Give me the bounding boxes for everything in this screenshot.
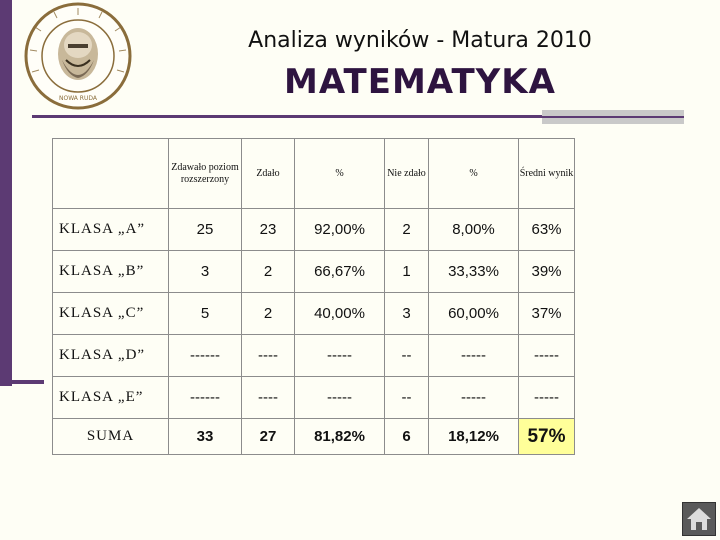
results-table bbox=[52, 138, 575, 455]
sum-percent-fail: 18,12% bbox=[429, 419, 519, 455]
cell-percent-pass: 66,67% bbox=[295, 251, 385, 293]
title-rule bbox=[32, 115, 542, 118]
cell-zdawalo: 25 bbox=[169, 209, 242, 251]
page-title: MATEMATYKA bbox=[284, 62, 556, 102]
header-cell-zdawalo: Zdawało poziom rozszerzony bbox=[169, 139, 242, 209]
sum-zdalo: 27 bbox=[242, 419, 295, 455]
cell-percent-pass: ----- bbox=[295, 335, 385, 377]
sum-nie-zdalo: 6 bbox=[385, 419, 429, 455]
cell-zdalo: 23 bbox=[242, 209, 295, 251]
table-row bbox=[53, 377, 575, 419]
cell-zdalo: ---- bbox=[242, 335, 295, 377]
cell-percent-fail: ----- bbox=[429, 335, 519, 377]
cell-percent-pass: ----- bbox=[295, 377, 385, 419]
home-icon[interactable] bbox=[682, 502, 716, 536]
cell-percent-fail: ----- bbox=[429, 377, 519, 419]
cell-zdawalo: ------ bbox=[169, 377, 242, 419]
row-label: KLASA „B” bbox=[53, 251, 169, 293]
table-sum-row bbox=[53, 419, 575, 455]
cell-zdalo: ---- bbox=[242, 377, 295, 419]
cell-percent-pass: 40,00% bbox=[295, 293, 385, 335]
left-accent-tick bbox=[12, 380, 44, 384]
row-label: KLASA „D” bbox=[53, 335, 169, 377]
cell-zdalo: 2 bbox=[242, 251, 295, 293]
table-row bbox=[53, 209, 575, 251]
school-seal-logo bbox=[22, 0, 134, 112]
header-cell-percent-fail: % bbox=[429, 139, 519, 209]
row-label: KLASA „C” bbox=[53, 293, 169, 335]
cell-percent-pass: 92,00% bbox=[295, 209, 385, 251]
rule-decoration-line bbox=[542, 116, 684, 118]
cell-percent-fail: 33,33% bbox=[429, 251, 519, 293]
cell-nie-zdalo: 1 bbox=[385, 251, 429, 293]
cell-nie-zdalo: -- bbox=[385, 335, 429, 377]
cell-nie-zdalo: 3 bbox=[385, 293, 429, 335]
row-label: KLASA „E” bbox=[53, 377, 169, 419]
cell-sredni-wynik: 39% bbox=[519, 251, 575, 293]
header-cell-empty bbox=[53, 139, 169, 209]
cell-percent-fail: 60,00% bbox=[429, 293, 519, 335]
header-cell-sredni-wynik: Średni wynik bbox=[519, 139, 575, 209]
header-cell-zdalo: Zdało bbox=[242, 139, 295, 209]
sum-sredni-wynik: 57% bbox=[519, 419, 575, 455]
cell-sredni-wynik: ----- bbox=[519, 335, 575, 377]
cell-zdalo: 2 bbox=[242, 293, 295, 335]
table-row bbox=[53, 293, 575, 335]
cell-zdawalo: 3 bbox=[169, 251, 242, 293]
cell-percent-fail: 8,00% bbox=[429, 209, 519, 251]
header-cell-nie-zdalo: Nie zdało bbox=[385, 139, 429, 209]
cell-nie-zdalo: -- bbox=[385, 377, 429, 419]
svg-text:NOWA RUDA: NOWA RUDA bbox=[58, 95, 98, 102]
sum-percent-pass: 81,82% bbox=[295, 419, 385, 455]
cell-nie-zdalo: 2 bbox=[385, 209, 429, 251]
subtitle: Analiza wyników - Matura 2010 bbox=[248, 28, 592, 53]
table-row bbox=[53, 251, 575, 293]
cell-sredni-wynik: 63% bbox=[519, 209, 575, 251]
table-header-row bbox=[53, 139, 575, 209]
row-label: KLASA „A” bbox=[53, 209, 169, 251]
cell-sredni-wynik: ----- bbox=[519, 377, 575, 419]
sum-zdawalo: 33 bbox=[169, 419, 242, 455]
table-row bbox=[53, 335, 575, 377]
cell-zdawalo: 5 bbox=[169, 293, 242, 335]
header-cell-percent-pass: % bbox=[295, 139, 385, 209]
left-accent-bar bbox=[0, 0, 12, 386]
sum-label: SUMA bbox=[53, 419, 169, 455]
cell-sredni-wynik: 37% bbox=[519, 293, 575, 335]
cell-zdawalo: ------ bbox=[169, 335, 242, 377]
